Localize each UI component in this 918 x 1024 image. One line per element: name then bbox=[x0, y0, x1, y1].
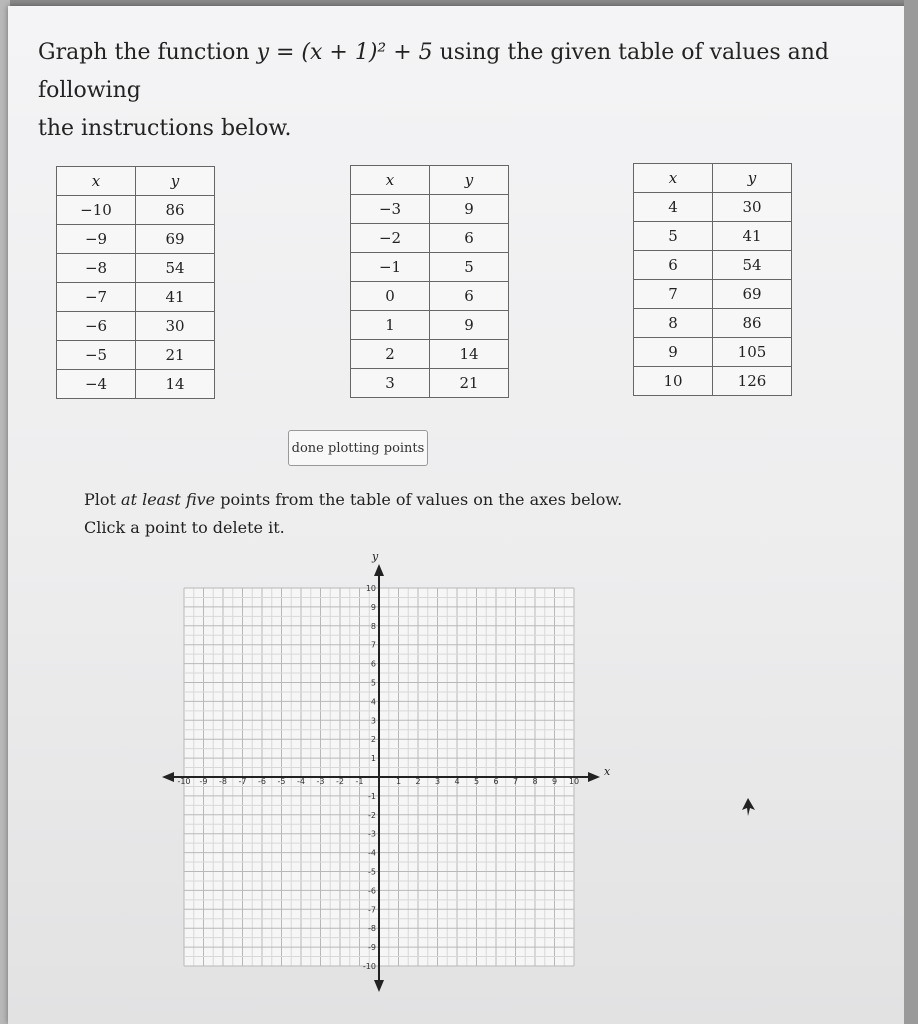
table-cell-x: 10 bbox=[634, 367, 713, 396]
y-tick-label: -9 bbox=[368, 943, 376, 953]
y-tick-label: -2 bbox=[368, 810, 376, 820]
x-tick-label: 3 bbox=[434, 777, 441, 786]
table-cell-y: 86 bbox=[713, 309, 792, 338]
x-tick-label: 2 bbox=[415, 777, 421, 786]
y-tick-label: -5 bbox=[368, 867, 376, 877]
y-tick-label: 3 bbox=[370, 716, 376, 726]
table-row bbox=[634, 309, 792, 338]
y-tick-label: -3 bbox=[368, 829, 376, 839]
x-tick-label: -8 bbox=[219, 777, 227, 786]
x-tick-label: 4 bbox=[454, 777, 460, 786]
table-cell-x: −10 bbox=[57, 196, 136, 225]
table-cell-x: 3 bbox=[351, 369, 430, 398]
table-cell-y: 54 bbox=[713, 251, 792, 280]
x-axis-arrow-left bbox=[162, 772, 174, 782]
x-tick-label: 9 bbox=[551, 777, 558, 786]
table-row bbox=[351, 282, 509, 311]
values-table-1 bbox=[56, 166, 215, 399]
y-tick-label: 9 bbox=[370, 602, 376, 612]
table-cell-x: 2 bbox=[351, 340, 430, 369]
table-cell-x: 9 bbox=[634, 338, 713, 367]
right-edge bbox=[904, 0, 918, 1024]
table-cell-x: −1 bbox=[351, 253, 430, 282]
table-cell-x: 1 bbox=[351, 311, 430, 340]
table-cell-x: 8 bbox=[634, 309, 713, 338]
table-cell-x: −5 bbox=[57, 341, 136, 370]
table-cell-y: 14 bbox=[430, 340, 509, 369]
table-cell-x: −3 bbox=[351, 195, 430, 224]
table-header-x: x bbox=[351, 166, 430, 195]
table-cell-y: 14 bbox=[136, 370, 215, 399]
table-cell-y: 41 bbox=[136, 283, 215, 312]
y-tick-label: -10 bbox=[362, 962, 376, 971]
x-tick-label: -5 bbox=[277, 777, 286, 786]
table-cell-x: −2 bbox=[351, 224, 430, 253]
x-tick-label: -9 bbox=[199, 777, 208, 786]
table-row bbox=[351, 195, 509, 224]
done-plotting-button[interactable]: done plotting points bbox=[288, 430, 428, 466]
table-cell-y: 5 bbox=[430, 253, 509, 282]
table-cell-y: 30 bbox=[136, 312, 215, 341]
equation: y = (x + 1)² + 5 bbox=[256, 40, 433, 65]
table-cell-y: 69 bbox=[713, 280, 792, 309]
table-cell-x: −8 bbox=[57, 254, 136, 283]
problem-prompt: Graph the function y = (x + 1)² + 5 using the given table of values and following the instructions below. bbox=[38, 40, 830, 141]
x-tick-label: -4 bbox=[297, 777, 305, 786]
x-tick-label: 6 bbox=[493, 777, 499, 786]
x-tick-label: -2 bbox=[336, 777, 344, 786]
table-cell-x: 6 bbox=[634, 251, 713, 280]
table-cell-y: 126 bbox=[713, 367, 792, 396]
x-tick-label: 1 bbox=[395, 777, 402, 786]
table-cell-x: −6 bbox=[57, 312, 136, 341]
x-axis-arrow-right bbox=[588, 772, 600, 782]
y-tick-label: -8 bbox=[368, 924, 376, 934]
table-row bbox=[634, 367, 792, 396]
table-cell-x: 7 bbox=[634, 280, 713, 309]
table-cell-y: 9 bbox=[430, 311, 509, 340]
table-cell-x: 5 bbox=[634, 222, 713, 251]
table-row bbox=[351, 224, 509, 253]
table-cell-x: −4 bbox=[57, 370, 136, 399]
table-row bbox=[634, 280, 792, 309]
y-tick-label: 1 bbox=[370, 754, 376, 764]
mouse-cursor-icon bbox=[740, 796, 760, 820]
table-cell-y: 30 bbox=[713, 193, 792, 222]
table-cell-y: 21 bbox=[136, 341, 215, 370]
x-tick-label: 7 bbox=[512, 777, 519, 786]
table-row bbox=[634, 338, 792, 367]
y-tick-label: 6 bbox=[370, 659, 376, 669]
y-tick-label: -7 bbox=[368, 905, 376, 915]
y-tick-label: 2 bbox=[370, 735, 376, 745]
table-row bbox=[351, 311, 509, 340]
table-cell-y: 69 bbox=[136, 225, 215, 254]
y-tick-label: 10 bbox=[365, 584, 376, 593]
y-axis-arrow-down bbox=[374, 980, 384, 992]
x-tick-label: -3 bbox=[316, 777, 325, 786]
values-table-2 bbox=[350, 165, 509, 398]
table-header-y: y bbox=[713, 164, 792, 193]
table-cell-y: 9 bbox=[430, 195, 509, 224]
y-tick-label: 5 bbox=[370, 678, 376, 688]
table-cell-y: 6 bbox=[430, 282, 509, 311]
table-cell-y: 86 bbox=[136, 196, 215, 225]
table-row bbox=[351, 369, 509, 398]
x-tick-label: -7 bbox=[238, 777, 247, 786]
table-row bbox=[57, 283, 215, 312]
x-tick-label: 10 bbox=[568, 777, 580, 786]
table-row bbox=[634, 193, 792, 222]
table-cell-y: 105 bbox=[713, 338, 792, 367]
table-row bbox=[634, 222, 792, 251]
table-header-y: y bbox=[430, 166, 509, 195]
table-cell-y: 21 bbox=[430, 369, 509, 398]
values-table-3 bbox=[633, 163, 792, 396]
y-tick-label: 8 bbox=[370, 621, 376, 631]
table-cell-x: 0 bbox=[351, 282, 430, 311]
x-tick-label: -1 bbox=[355, 777, 364, 786]
table-header-y: y bbox=[136, 167, 215, 196]
y-tick-label: -4 bbox=[368, 848, 376, 858]
table-cell-x: −9 bbox=[57, 225, 136, 254]
y-tick-label: 7 bbox=[370, 640, 376, 650]
y-axis-label: y bbox=[372, 552, 379, 563]
table-cell-y: 41 bbox=[713, 222, 792, 251]
y-axis-arrow-up bbox=[374, 564, 384, 576]
plot-instructions: Plot at least five points from the table of values on the axes below. Click a point to delete it. bbox=[84, 490, 623, 537]
table-header-x: x bbox=[57, 167, 136, 196]
table-row bbox=[57, 254, 215, 283]
table-row bbox=[351, 253, 509, 282]
x-tick-label: -6 bbox=[258, 777, 266, 786]
x-axis-label: x bbox=[604, 765, 611, 778]
x-tick-label: 5 bbox=[473, 777, 480, 786]
table-cell-x: −7 bbox=[57, 283, 136, 312]
table-cell-y: 54 bbox=[136, 254, 215, 283]
table-row bbox=[57, 196, 215, 225]
y-tick-label: 4 bbox=[370, 697, 376, 707]
table-cell-y: 6 bbox=[430, 224, 509, 253]
table-row bbox=[351, 340, 509, 369]
y-tick-label: -6 bbox=[368, 886, 376, 896]
table-row bbox=[57, 225, 215, 254]
table-row bbox=[57, 341, 215, 370]
table-row bbox=[634, 251, 792, 280]
table-header-x: x bbox=[634, 164, 713, 193]
x-tick-label: 8 bbox=[532, 777, 538, 786]
x-tick-label: -10 bbox=[177, 777, 191, 786]
table-row bbox=[57, 312, 215, 341]
coordinate-plane[interactable] bbox=[160, 552, 620, 992]
y-tick-label: -1 bbox=[368, 791, 376, 801]
table-cell-x: 4 bbox=[634, 193, 713, 222]
table-row bbox=[57, 370, 215, 399]
